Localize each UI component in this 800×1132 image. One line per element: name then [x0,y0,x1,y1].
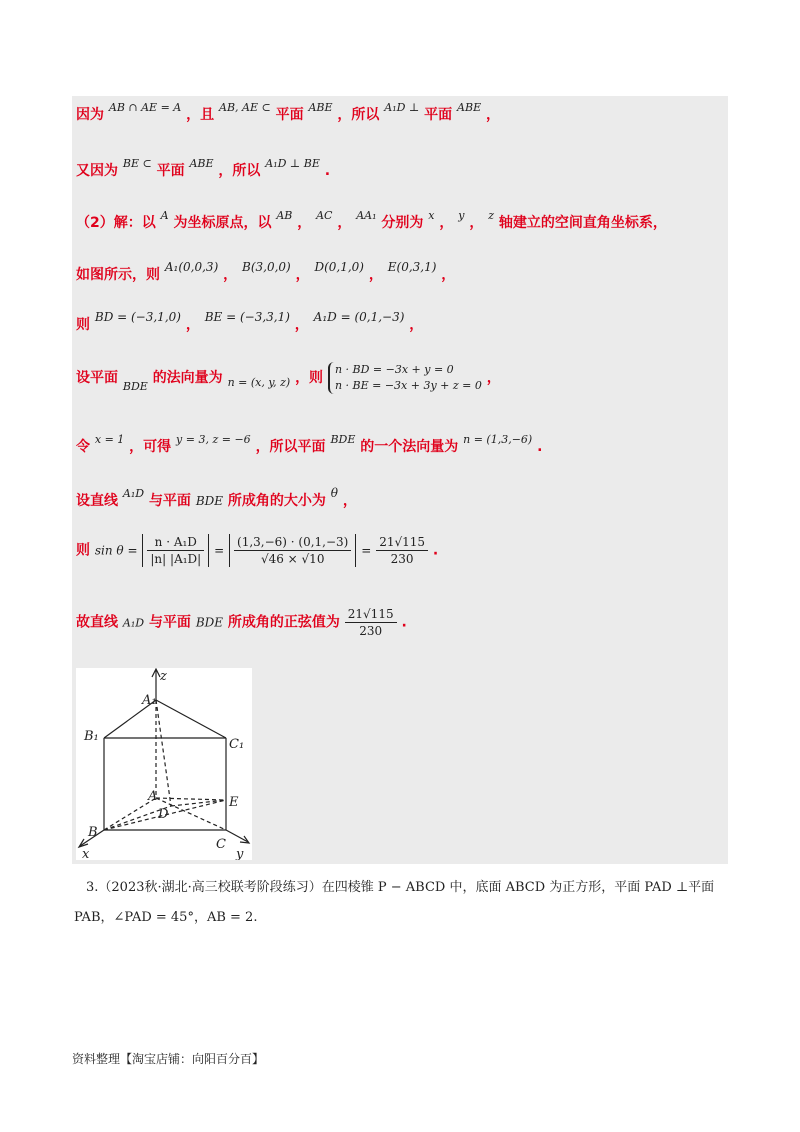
text: ， [486,370,501,386]
equation: n · BE = −3x + 3y + z = 0 [334,379,482,392]
math: ABE [457,101,482,114]
abs-fraction-2 [229,534,356,567]
math: A₁D [122,487,145,500]
edge-a-e [156,798,226,800]
text: ， [337,215,352,231]
equals: = [214,543,225,558]
math: A [160,209,169,222]
footer-source: 资料整理【淘宝店铺：向阳百分百】 [72,1052,265,1066]
text: 为坐标原点，以 [173,215,272,231]
math: A₁D [122,616,145,630]
numerator: n · A₁D [147,534,204,551]
text: . [324,163,331,179]
solution-line-3 [76,209,667,232]
denominator: 230 [359,624,383,638]
equals: = [361,543,372,558]
text: ， [185,317,200,333]
math: z [488,209,495,222]
math: BDE [195,615,224,630]
math: D(0,1,0) [314,260,364,274]
label-a: A [148,789,158,804]
math: y [458,209,465,222]
equation: n · BD = −3x + y = 0 [334,363,454,376]
text: 平面 [156,163,185,179]
text: ， [297,215,312,231]
text: ，所以平面 [255,439,326,455]
label-b: B [88,825,98,840]
text: ， [441,267,456,283]
label-x: x [82,847,90,860]
math: ABE [308,101,333,114]
math: n = (x, y, z) [227,376,291,389]
text: 的法向量为 [152,370,223,386]
text: ， [469,215,484,231]
label-c: C [216,837,226,852]
solution-line-2 [76,157,331,180]
text: ，则 [295,370,324,386]
text: 平面 [275,107,304,123]
label-y: y [236,847,244,860]
math: BE = (−3,3,1) [204,310,290,324]
text: 则 [76,542,90,559]
math: BE ⊂ [122,157,152,170]
fraction [345,606,397,639]
problem-3-line-1: 3.（2023秋·湖北·高三校联考阶段练习）在四棱锥 P − ABCD 中，底面 ABCD 为正方形，平面 PAD ⊥平面 [86,880,715,895]
math: AA₁ [356,209,377,222]
solution-line-5 [76,310,424,334]
solution-line-4 [76,260,456,284]
text: 平面 [424,107,453,123]
math: BD = (−3,1,0) [94,310,181,324]
solution-line-9 [76,534,438,567]
text: 又因为 [76,163,118,179]
text: . [432,542,439,559]
text: 轴建立的空间直角坐标系， [498,215,667,231]
fraction [234,534,351,567]
math: AB [276,209,293,222]
text: 如图所示，则 [76,267,160,283]
text: 与平面 [148,493,191,509]
text: ， [223,267,238,283]
numerator: 21√115 [376,534,428,551]
fraction [147,534,204,567]
solution-line-8 [76,486,357,510]
math: n = (1,3,−6) [463,433,533,446]
text: ，可得 [129,439,172,455]
text: ， [368,267,383,283]
problem-3-line-2: PAB，∠PAD = 45°，AB = 2. [74,910,258,925]
label-z: z [160,669,167,684]
math: B(3,0,0) [242,260,291,274]
math: A₁D ⊥ [384,101,420,114]
solution-line-6 [76,362,501,394]
abs-fraction-1 [142,534,209,567]
math: y = 3, z = −6 [176,433,251,446]
solution-line-7 [76,433,543,456]
text: ， [294,317,309,333]
prism-diagram [76,668,252,860]
text: ， [295,267,310,283]
numerator: (1,3,−6) · (0,1,−3) [234,534,351,551]
math: A₁D = (0,1,−3) [313,310,405,324]
prism-figure [76,668,252,860]
text: ， [485,107,500,123]
text: 分别为 [381,215,424,231]
label-c1: C₁ [229,737,245,752]
denominator: |n| |A₁D| [150,552,202,566]
label-b1: B₁ [84,729,99,744]
math: AC [316,209,333,222]
text: ， [439,215,454,231]
math: BDE [330,433,356,446]
text: 故直线 [76,614,118,631]
denominator: √46 × √10 [260,552,325,566]
text: 令 [76,439,90,455]
text: （2）解：以 [76,215,156,231]
label-a1: A₁ [142,693,157,708]
text: 因为 [76,107,104,123]
edge-a1-d [156,700,171,806]
label-d: D [158,807,169,822]
math: ABE [189,157,214,170]
text: 的一个法向量为 [360,439,459,455]
math: x = 1 [94,433,125,446]
math: θ [330,486,338,500]
equation-system [328,362,482,394]
text: ，且 [186,107,215,123]
text: 设平面 [76,370,118,386]
numerator: 21√115 [345,606,397,623]
text: ，所以 [337,107,380,123]
text: 与平面 [148,614,191,631]
math: A₁D ⊥ BE [265,157,320,170]
text: 所成角的正弦值为 [227,614,340,631]
math: AB, AE ⊂ [219,101,271,114]
text: . [401,614,407,631]
solution-line-1 [76,101,500,124]
text: ， [409,317,424,333]
text: 设直线 [76,493,118,509]
math: E(0,3,1) [387,260,437,274]
solution-line-10 [76,606,407,639]
edge-d-e [171,800,226,806]
text: 所成角的大小为 [227,493,326,509]
text: 则 [76,317,90,333]
math: AB ∩ AE = A [108,101,182,114]
edge-a1-c1 [156,700,226,738]
math: BDE [122,380,148,393]
fraction [376,534,428,567]
denominator: 230 [390,552,414,566]
text: ，所以 [218,163,261,179]
text: ， [342,493,357,509]
math: A₁(0,0,3) [164,260,219,274]
math: sin θ = [94,543,138,558]
math: BDE [195,494,224,508]
math: x [428,209,435,222]
label-e: E [229,795,239,810]
text: . [537,439,543,455]
